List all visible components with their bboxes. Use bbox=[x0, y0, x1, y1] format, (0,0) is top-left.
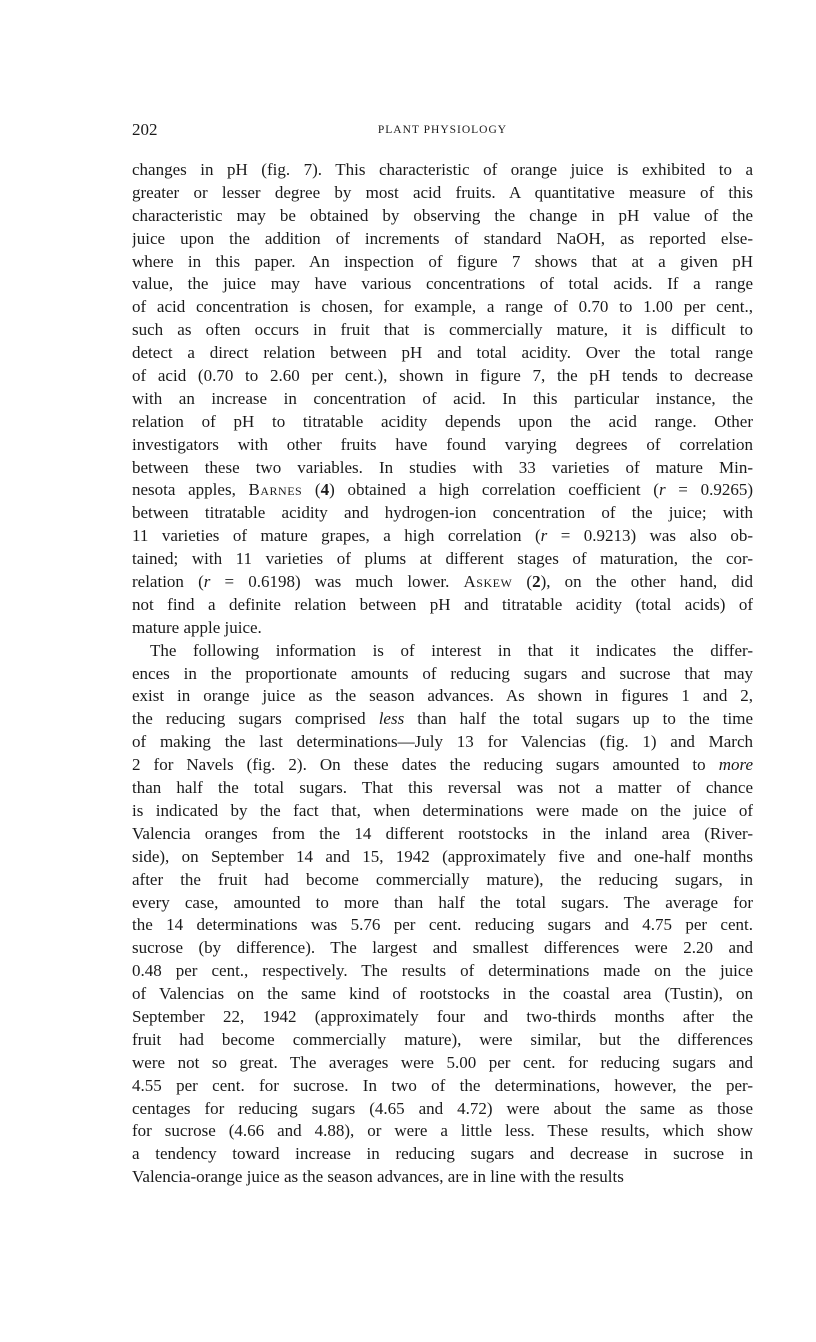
text-span: of acid concentration is chosen, for example, a range of 0.70 to 1.00 per cent., bbox=[132, 297, 753, 317]
running-title: PLANT PHYSIOLOGY bbox=[377, 124, 508, 136]
text-span: juice upon the addition of increments of standard NaOH, as reported else- bbox=[132, 228, 753, 248]
text-span: tained; with 11 varieties of plums at different stages of maturation, the cor- bbox=[132, 549, 753, 569]
text-line bbox=[132, 754, 753, 777]
text-line bbox=[132, 388, 753, 411]
text-span: fruit had become commercially mature), were similar, but the differences bbox=[132, 1029, 753, 1049]
text-span: than half the total sugars. That this reversal was not a matter of chance bbox=[132, 778, 753, 798]
text-line bbox=[132, 273, 753, 296]
text-line bbox=[132, 1120, 753, 1143]
text-span: 11 varieties of mature grapes, a high correlation ( bbox=[132, 526, 541, 546]
text-line bbox=[132, 228, 753, 251]
text-span: after the fruit had become commercially mature), the reducing sugars, in bbox=[132, 869, 753, 889]
text-line bbox=[132, 457, 753, 480]
text-span: nesota apples, bbox=[132, 480, 249, 500]
text-line bbox=[132, 800, 753, 823]
text-span: = 0.9213) was also ob- bbox=[547, 526, 753, 546]
text-span: r bbox=[540, 526, 548, 546]
text-span: with an increase in concentration of acid. In this particular instance, the bbox=[132, 388, 753, 408]
reference-number: 2 bbox=[532, 572, 541, 592]
text-span: side), on September 14 and 15, 1942 (approximately five and one-half months bbox=[132, 846, 753, 866]
text-span: were not so great. The averages were 5.00 per cent. for reducing sugars and bbox=[132, 1052, 753, 1072]
text-span: 2 for Navels (fig. 2). On these dates the reducing sugars amounted to bbox=[132, 755, 719, 775]
body-text bbox=[132, 159, 753, 1189]
text-line bbox=[132, 479, 753, 502]
text-line bbox=[132, 823, 753, 846]
author-name: Barnes bbox=[248, 480, 303, 500]
text-line bbox=[132, 1143, 753, 1166]
text-line bbox=[132, 251, 753, 274]
text-line bbox=[132, 937, 753, 960]
text-line bbox=[132, 342, 753, 365]
page-header bbox=[132, 119, 753, 141]
text-line bbox=[132, 685, 753, 708]
page-number: 202 bbox=[132, 120, 158, 139]
text-line bbox=[132, 296, 753, 319]
text-line bbox=[132, 594, 753, 617]
text-span: investigators with other fruits have found varying degrees of correlation bbox=[132, 434, 753, 454]
text-span: The following information is of interest in that it indicates the differ- bbox=[150, 640, 753, 660]
text-span: 4.55 per cent. for sucrose. In two of the determinations, however, the per- bbox=[132, 1075, 753, 1095]
text-line bbox=[132, 1052, 753, 1075]
text-line bbox=[132, 182, 753, 205]
text-span: sucrose (by difference). The largest and smallest differences were 2.20 and bbox=[132, 938, 753, 958]
text-line bbox=[132, 548, 753, 571]
text-span: r bbox=[203, 572, 211, 592]
text-line bbox=[132, 869, 753, 892]
text-span: 0.48 per cent., respectively. The results of determinations made on the juice bbox=[132, 961, 753, 981]
text-span: than half the total sugars up to the time bbox=[404, 709, 753, 729]
text-line bbox=[132, 434, 753, 457]
text-line bbox=[132, 1166, 753, 1189]
text-span: ( bbox=[512, 572, 533, 592]
text-line bbox=[132, 708, 753, 731]
text-span: = 0.6198) was much lower. bbox=[210, 572, 464, 592]
text-line bbox=[132, 159, 753, 182]
text-span: is indicated by the fact that, when determinations were made on the juice of bbox=[132, 800, 753, 820]
text-span: relation of pH to titratable acidity depends upon the acid range. Other bbox=[132, 411, 753, 431]
text-span: every case, amounted to more than half the total sugars. The average for bbox=[132, 892, 753, 912]
text-line bbox=[132, 731, 753, 754]
text-span: centages for reducing sugars (4.65 and 4.72) were about the same as those bbox=[132, 1098, 753, 1118]
text-line bbox=[132, 640, 753, 663]
author-name: Askew bbox=[463, 572, 513, 592]
text-line bbox=[132, 502, 753, 525]
reference-number: 4 bbox=[320, 480, 330, 500]
paragraph bbox=[132, 159, 753, 640]
text-span: more bbox=[718, 755, 753, 775]
text-line bbox=[132, 319, 753, 342]
text-line bbox=[132, 892, 753, 915]
text-span: ), on the other hand, did bbox=[540, 572, 753, 592]
text-line bbox=[132, 663, 753, 686]
text-span: of Valencias on the same kind of rootstocks in the coastal area (Tustin), on bbox=[132, 984, 753, 1004]
text-span: a tendency toward increase in reducing sugars and decrease in sucrose in bbox=[132, 1144, 753, 1164]
text-span: detect a direct relation between pH and total acidity. Over the total range bbox=[132, 343, 753, 363]
text-line bbox=[132, 365, 753, 388]
text-span: such as often occurs in fruit that is commercially mature, it is difficult to bbox=[132, 320, 753, 340]
text-span: exist in orange juice as the season advances. As shown in figures 1 and 2, bbox=[132, 686, 753, 706]
text-line bbox=[132, 411, 753, 434]
text-line bbox=[132, 983, 753, 1006]
text-span: for sucrose (4.66 and 4.88), or were a little less. These results, which show bbox=[132, 1121, 753, 1141]
text-line bbox=[132, 846, 753, 869]
text-span: where in this paper. An inspection of figure 7 shows that at a given pH bbox=[132, 251, 753, 271]
text-span: value, the juice may have various concentrations of total acids. If a range bbox=[132, 274, 753, 294]
text-span: mature apple juice. bbox=[132, 617, 262, 637]
paragraph bbox=[132, 640, 753, 1189]
text-line bbox=[132, 525, 753, 548]
text-span: changes in pH (fig. 7). This characteristic of orange juice is exhibited to a bbox=[132, 160, 753, 179]
text-span: between these two variables. In studies with 33 varieties of mature Min- bbox=[132, 457, 753, 477]
text-span: relation ( bbox=[132, 572, 204, 592]
text-line bbox=[132, 205, 753, 228]
text-line bbox=[132, 1075, 753, 1098]
text-line bbox=[132, 960, 753, 983]
text-span: between titratable acidity and hydrogen-ion concentration of the juice; with bbox=[132, 503, 753, 523]
text-line bbox=[132, 777, 753, 800]
text-line bbox=[132, 1006, 753, 1029]
text-span: Valencia oranges from the 14 different rootstocks in the inland area (River- bbox=[132, 823, 753, 843]
text-span: less bbox=[378, 709, 405, 729]
text-line bbox=[132, 617, 753, 640]
text-line bbox=[132, 1029, 753, 1052]
text-span: ) obtained a high correlation coefficient ( bbox=[329, 480, 659, 500]
text-span: of making the last determinations—July 13 for Valencias (fig. 1) and March bbox=[132, 732, 753, 752]
text-span: the 14 determinations was 5.76 per cent. reducing sugars and 4.75 per cent. bbox=[132, 915, 753, 935]
text-span: r bbox=[658, 480, 666, 500]
text-span: the reducing sugars comprised bbox=[132, 709, 379, 729]
text-line bbox=[132, 571, 753, 594]
text-span: = 0.9265) bbox=[665, 480, 753, 500]
text-line bbox=[132, 914, 753, 937]
text-span: not find a definite relation between pH and titratable acidity (total acids) of bbox=[132, 594, 753, 614]
text-span: September 22, 1942 (approximately four and two-thirds months after the bbox=[132, 1006, 753, 1026]
text-span: greater or lesser degree by most acid fruits. A quantitative measure of this bbox=[132, 182, 753, 202]
text-span: of acid (0.70 to 2.60 per cent.), shown in figure 7, the pH tends to decrease bbox=[132, 366, 753, 386]
text-span: Valencia-orange juice as the season advances, are in line with the results bbox=[132, 1167, 624, 1187]
text-span: ences in the proportionate amounts of reducing sugars and sucrose that may bbox=[132, 663, 753, 683]
text-span: characteristic may be obtained by observing the change in pH value of the bbox=[132, 205, 753, 225]
text-span: ( bbox=[302, 480, 321, 500]
text-line bbox=[132, 1098, 753, 1121]
